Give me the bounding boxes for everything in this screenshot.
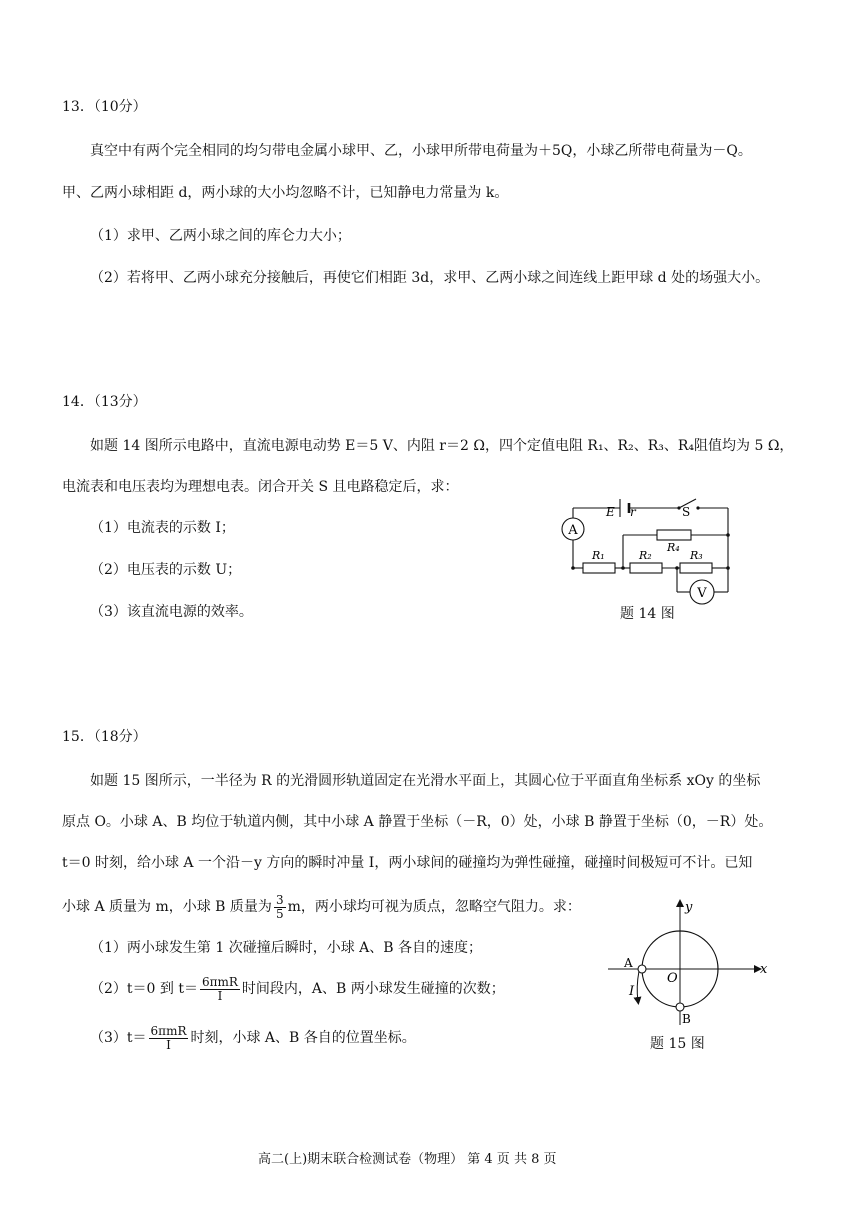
voltmeter-label: V [697, 586, 707, 601]
impulse-label: I [629, 984, 635, 999]
q13-subquestion-1: （1）求甲、乙两小球之间的库仑力大小； [90, 228, 351, 244]
q15-paragraph-2: 原点 O。小球 A、B 均位于轨道内侧，其中小球 A 静置于坐标（－R，0）处，小球 B 静置于坐标（0，－R）处。 [62, 814, 773, 830]
q15-paragraph-4 [62, 890, 581, 924]
q13-paragraph-2: 甲、乙两小球相距 d，两小球的大小均忽略不计，已知静电力常量为 k。 [62, 185, 509, 201]
emf-label: E [606, 505, 615, 519]
ball-a [638, 965, 646, 973]
r3-label: R₃ [690, 549, 703, 562]
q15-s2-text-b: 时间段内，A、B 两小球发生碰撞的次数； [241, 981, 505, 997]
r2-label: R₂ [639, 549, 652, 562]
q14-subquestion-3: （3）该直流电源的效率。 [90, 604, 253, 620]
r1-label: R₁ [592, 549, 605, 562]
q13-subquestion-2: （2）若将甲、乙两小球充分接触后，再使它们相距 3d，求甲、乙两小球之间连线上距甲球 d 处的场强大小。 [90, 270, 770, 286]
x-axis-label: x [760, 962, 768, 977]
q14-subquestion-1: （1）电流表的示数 I； [90, 520, 235, 536]
ball-a-label: A [624, 956, 633, 970]
impulse-arrow [637, 971, 639, 1001]
q14-paragraph-2: 电流表和电压表均为理想电表。闭合开关 S 且电路稳定后，求： [62, 479, 459, 495]
q15-s2-text-a: （2）t＝0 到 t＝ [90, 981, 198, 997]
mass-fraction-denominator: 5 [275, 906, 284, 921]
ammeter-label: A [568, 523, 578, 538]
ball-b-label: B [682, 1012, 691, 1026]
q13-header: 13．（10分） [62, 99, 147, 115]
q15-header: 15．（18分） [62, 729, 147, 745]
resistor-r3 [680, 563, 712, 573]
q15-subquestion-3 [90, 1021, 416, 1055]
battery-icon [620, 499, 629, 517]
ball-b [676, 1003, 684, 1011]
q15-s3-text-b: 时刻，小球 A、B 各自的位置坐标。 [190, 1030, 416, 1046]
q15-subquestion-1: （1）两小球发生第 1 次碰撞后瞬时，小球 A、B 各自的速度； [90, 940, 483, 956]
circular-track-diagram [600, 895, 770, 1030]
resistor-r4 [657, 530, 691, 540]
q15-p4-text-b: m，两小球均可视为质点，忽略空气阻力。求： [287, 899, 581, 915]
time-fraction-1-numerator: 6πmR [201, 974, 238, 989]
q14-subquestion-2: （2）电压表的示数 U； [90, 562, 242, 578]
y-axis-label: y [685, 900, 693, 915]
figure-15-caption: 题 15 图 [650, 1036, 705, 1052]
origin-label: O [667, 971, 678, 986]
q15-paragraph-1: 如题 15 图所示，一半径为 R 的光滑圆形轨道固定在光滑水平面上，其圆心位于平面直角坐标系 xOy 的坐标 [90, 773, 761, 789]
time-fraction-2-denominator: I [166, 1037, 171, 1052]
time-fraction-1 [200, 976, 240, 1003]
q14-paragraph-1: 如题 14 图所示电路中，直流电源电动势 E＝5 V、内阻 r＝2 Ω，四个定值电阻 R₁、R₂、R₃、R₄阻值均为 5 Ω， [90, 438, 794, 454]
time-fraction-2 [149, 1025, 189, 1052]
resistor-r2 [630, 563, 662, 573]
q15-paragraph-3: t＝0 时刻，给小球 A 一个沿－y 方向的瞬时冲量 I，两小球间的碰撞均为弹性碰撞，碰撞时间极短可不计。已知 [62, 855, 753, 871]
time-fraction-2-numerator: 6πmR [150, 1023, 187, 1038]
q15-s3-text-a: （3）t＝ [90, 1030, 147, 1046]
page-footer: 高二(上)期末联合检测试卷（物理） 第 4 页 共 8 页 [258, 1152, 557, 1167]
switch-label: S [682, 505, 691, 519]
time-fraction-1-denominator: I [217, 988, 223, 1003]
resistor-r1 [583, 563, 615, 573]
q14-header: 14．（13分） [62, 394, 147, 410]
mass-fraction [274, 894, 286, 921]
q15-subquestion-2 [90, 972, 505, 1006]
figure-14-caption: 题 14 图 [620, 606, 675, 622]
q13-paragraph-1: 真空中有两个完全相同的均匀带电金属小球甲、乙，小球甲所带电荷量为＋5Q，小球乙所带电荷量为－Q。 [90, 143, 752, 159]
r4-label: R₄ [667, 541, 680, 554]
q15-p4-text-a: 小球 A 质量为 m，小球 B 质量为 [62, 899, 272, 915]
internal-resistance-label: r [630, 505, 636, 519]
mass-fraction-numerator: 3 [275, 892, 284, 907]
circuit-diagram [550, 488, 750, 610]
